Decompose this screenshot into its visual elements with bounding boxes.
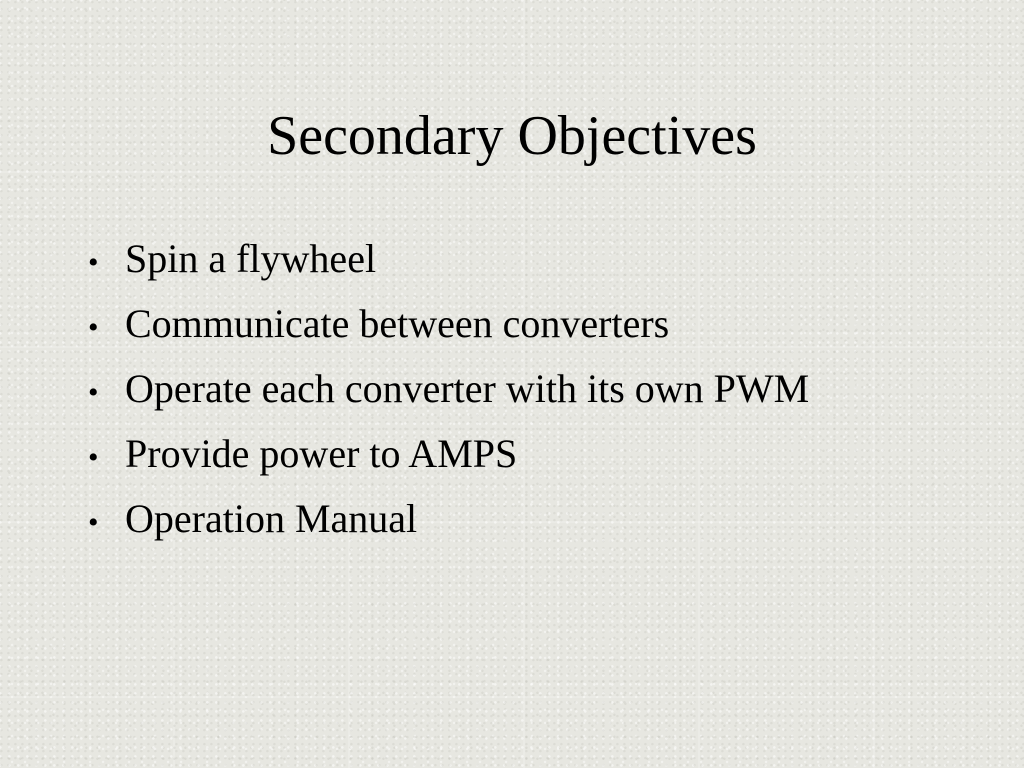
list-item — [88, 226, 988, 291]
list-item — [88, 486, 988, 551]
bullet-text: Operation Manual — [125, 496, 418, 541]
bullet-text: Operate each converter with its own PWM — [125, 366, 810, 411]
bullet-text: Communicate between converters — [125, 301, 670, 346]
bullet-icon: • — [88, 506, 99, 539]
list-item — [88, 356, 988, 421]
slide-title: Secondary Objectives — [267, 105, 757, 167]
bullet-icon: • — [88, 376, 99, 409]
bullet-text: Spin a flywheel — [125, 236, 377, 281]
list-item — [88, 291, 988, 356]
bullet-icon: • — [88, 311, 99, 344]
bullet-icon: • — [88, 441, 99, 474]
bullet-list — [88, 226, 988, 551]
bullet-text: Provide power to AMPS — [125, 431, 518, 476]
list-item — [88, 421, 988, 486]
bullet-icon: • — [88, 246, 99, 279]
